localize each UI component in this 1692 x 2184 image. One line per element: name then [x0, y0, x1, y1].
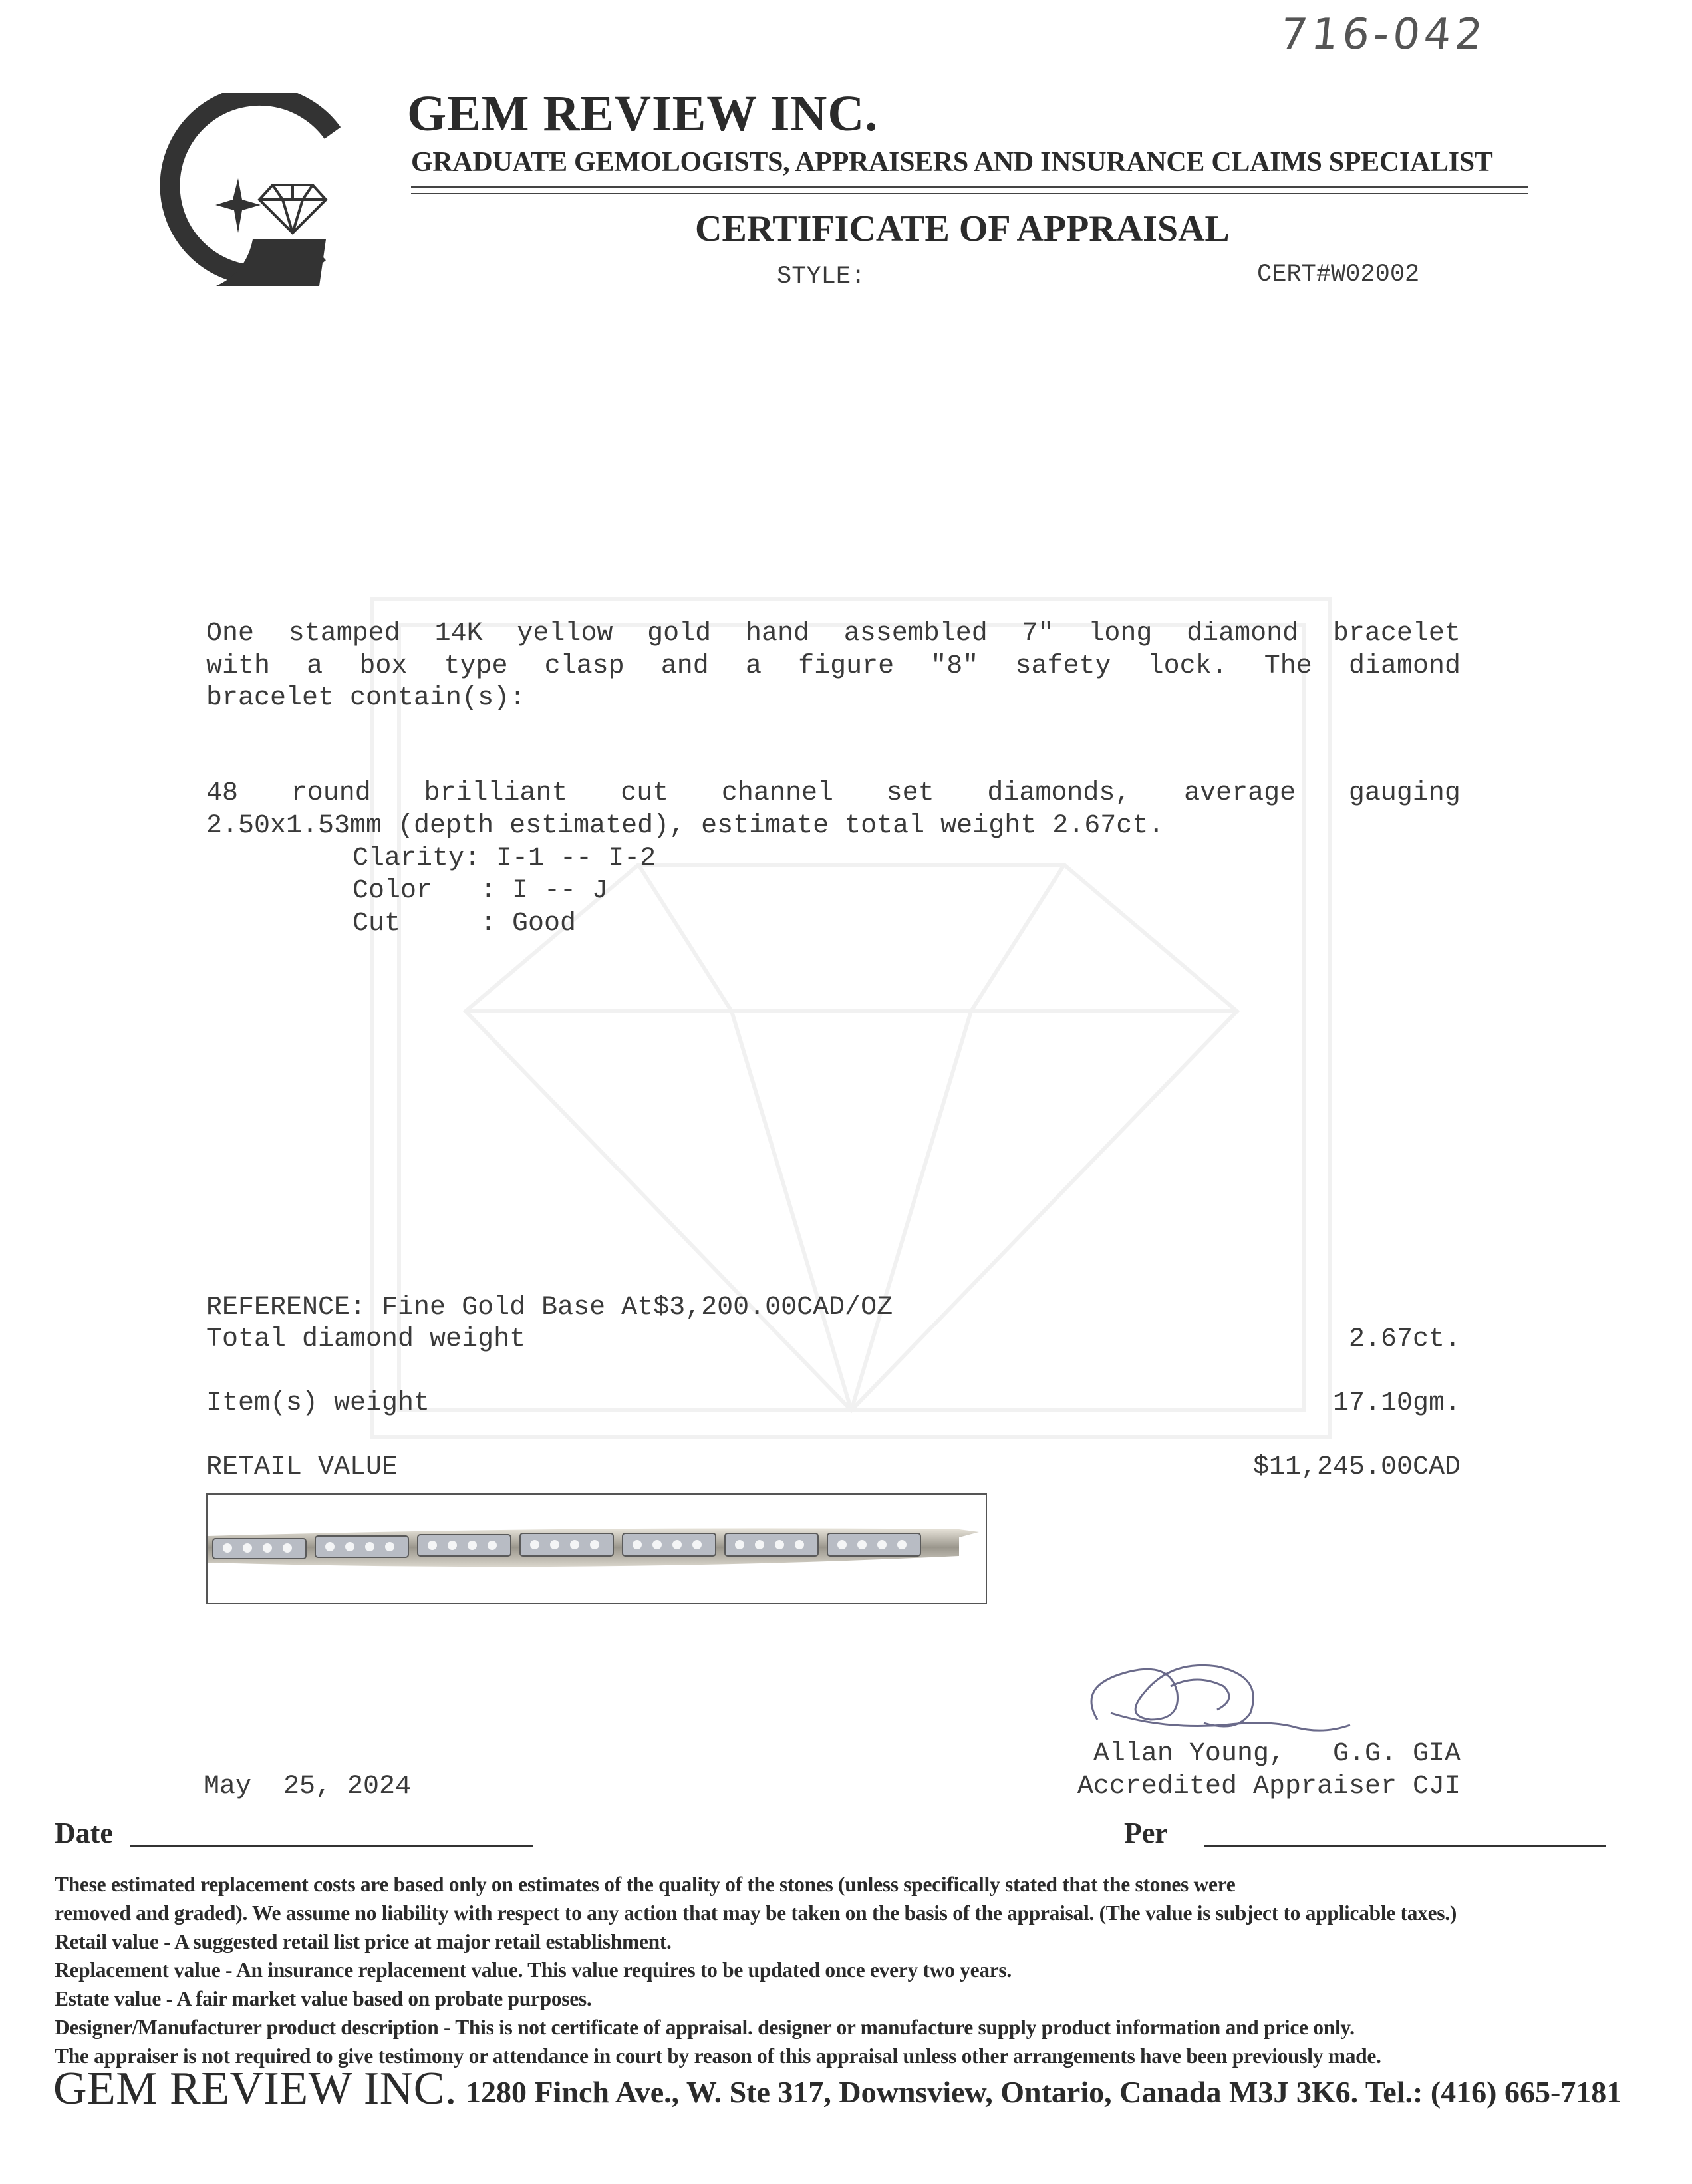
word: assembled [843, 619, 988, 649]
gem-review-logo [153, 93, 352, 299]
word: average [1184, 778, 1296, 808]
disclaimer-line: These estimated replacement costs are based only on estimates of the quality of the stones (unless specifically stated that the stones were [55, 1873, 1236, 1896]
word: One [206, 619, 255, 649]
disclaimer-line: Replacement value - An insurance replacement value. This value requires to be updated once every two years. [55, 1958, 1012, 1982]
word: "8" [930, 651, 979, 681]
retail-value-label: RETAIL VALUE [206, 1452, 398, 1482]
word: 14K [434, 619, 483, 649]
handwritten-reference-number: 716-042 [1278, 10, 1489, 59]
word: 7" [1022, 619, 1054, 649]
header-rule-top [411, 186, 1528, 188]
word: diamond [1187, 619, 1299, 649]
word: set [886, 778, 934, 808]
word: yellow [517, 619, 613, 649]
word: safety [1015, 651, 1111, 681]
footer-address: 1280 Finch Ave., W. Ste 317, Downsview, Ontario, Canada M3J 3K6. Tel.: (416) 665-7181 [466, 2075, 1622, 2109]
word: a [307, 651, 323, 681]
bracelet-photo [206, 1493, 987, 1604]
word: stamped [288, 619, 400, 649]
word: figure [798, 651, 895, 681]
word: diamond [1348, 651, 1461, 681]
total-diamond-weight-label: Total diamond weight [206, 1325, 526, 1354]
word: cut [621, 778, 669, 808]
per-label: Per [1124, 1817, 1168, 1849]
gold-reference: REFERENCE: Fine Gold Base At$3,200.00CAD/OZ [206, 1293, 893, 1323]
word: brilliant [424, 778, 568, 808]
date-label: Date [55, 1817, 113, 1849]
cut-grade: Cut : Good [352, 909, 577, 939]
bracelet-illustration [208, 1495, 986, 1603]
appraiser-title: Accredited Appraiser CJI [1077, 1772, 1461, 1801]
disclaimer-line: Estate value - A fair market value based on probate purposes. [55, 1987, 592, 2010]
word: diamonds, [987, 778, 1131, 808]
word: hand [745, 619, 809, 649]
word: clasp [544, 651, 625, 681]
header-rule-bottom [411, 193, 1528, 194]
item-description-line-1 [206, 619, 1461, 649]
total-diamond-weight-value: 2.67ct. [1348, 1325, 1461, 1354]
disclaimer-line: removed and graded). We assume no liability with respect to any action that may be taken on the basis of the appraisal. (The value is subject to applicable taxes.) [55, 1901, 1457, 1925]
disclaimer-line: Retail value - A suggested retail list price at major retail establishment. [55, 1930, 672, 1953]
retail-value-amount: $11,245.00CAD [1252, 1452, 1461, 1482]
item-weight-value: 17.10gm. [1332, 1388, 1461, 1418]
appraiser-name: Allan Young, G.G. GIA [1093, 1739, 1461, 1769]
disclaimer-line: The appraiser is not required to give testimony or attendance in court by reason of this appraisal unless other arrangements have been previously made. [55, 2044, 1381, 2068]
disclaimer-line: Designer/Manufacturer product description - This is not certificate of appraisal. designer or manufacture supply product information and price only. [55, 2016, 1355, 2039]
company-tagline: GRADUATE GEMOLOGISTS, APPRAISERS AND INSURANCE CLAIMS SPECIALIST [411, 147, 1493, 178]
stones-description-line-1 [206, 778, 1461, 808]
item-weight-label: Item(s) weight [206, 1388, 430, 1418]
date-signature-line [130, 1845, 533, 1847]
appraisal-date: May 25, 2024 [204, 1772, 412, 1801]
word: long [1088, 619, 1153, 649]
word: lock. [1147, 651, 1228, 681]
word: round [291, 778, 371, 808]
word: gold [647, 619, 712, 649]
word: The [1264, 651, 1312, 681]
word: with [206, 651, 271, 681]
clarity-grade: Clarity: I-1 -- I-2 [352, 844, 656, 873]
word: and [660, 651, 709, 681]
per-signature-line [1204, 1845, 1606, 1847]
word: box [359, 651, 408, 681]
item-description-line-2 [206, 651, 1461, 681]
word: gauging [1348, 778, 1461, 808]
certificate-number: CERT#W02002 [1257, 261, 1420, 289]
word: bracelet [1332, 619, 1461, 649]
appraiser-signature [1071, 1646, 1363, 1746]
footer-company-name: GEM REVIEW INC. [53, 2063, 457, 2114]
word: type [444, 651, 508, 681]
word: a [745, 651, 762, 681]
word: channel [721, 778, 833, 808]
stones-description-line-2: 2.50x1.53mm (depth estimated), estimate total weight 2.67ct. [206, 811, 1165, 841]
style-label: STYLE: [777, 263, 866, 291]
certificate-title: CERTIFICATE OF APPRAISAL [695, 208, 1230, 249]
word: 48 [206, 778, 239, 808]
company-name: GEM REVIEW INC. [407, 86, 879, 142]
item-description-line-3: bracelet contain(s): [206, 683, 526, 713]
color-grade: Color : I -- J [352, 876, 609, 906]
